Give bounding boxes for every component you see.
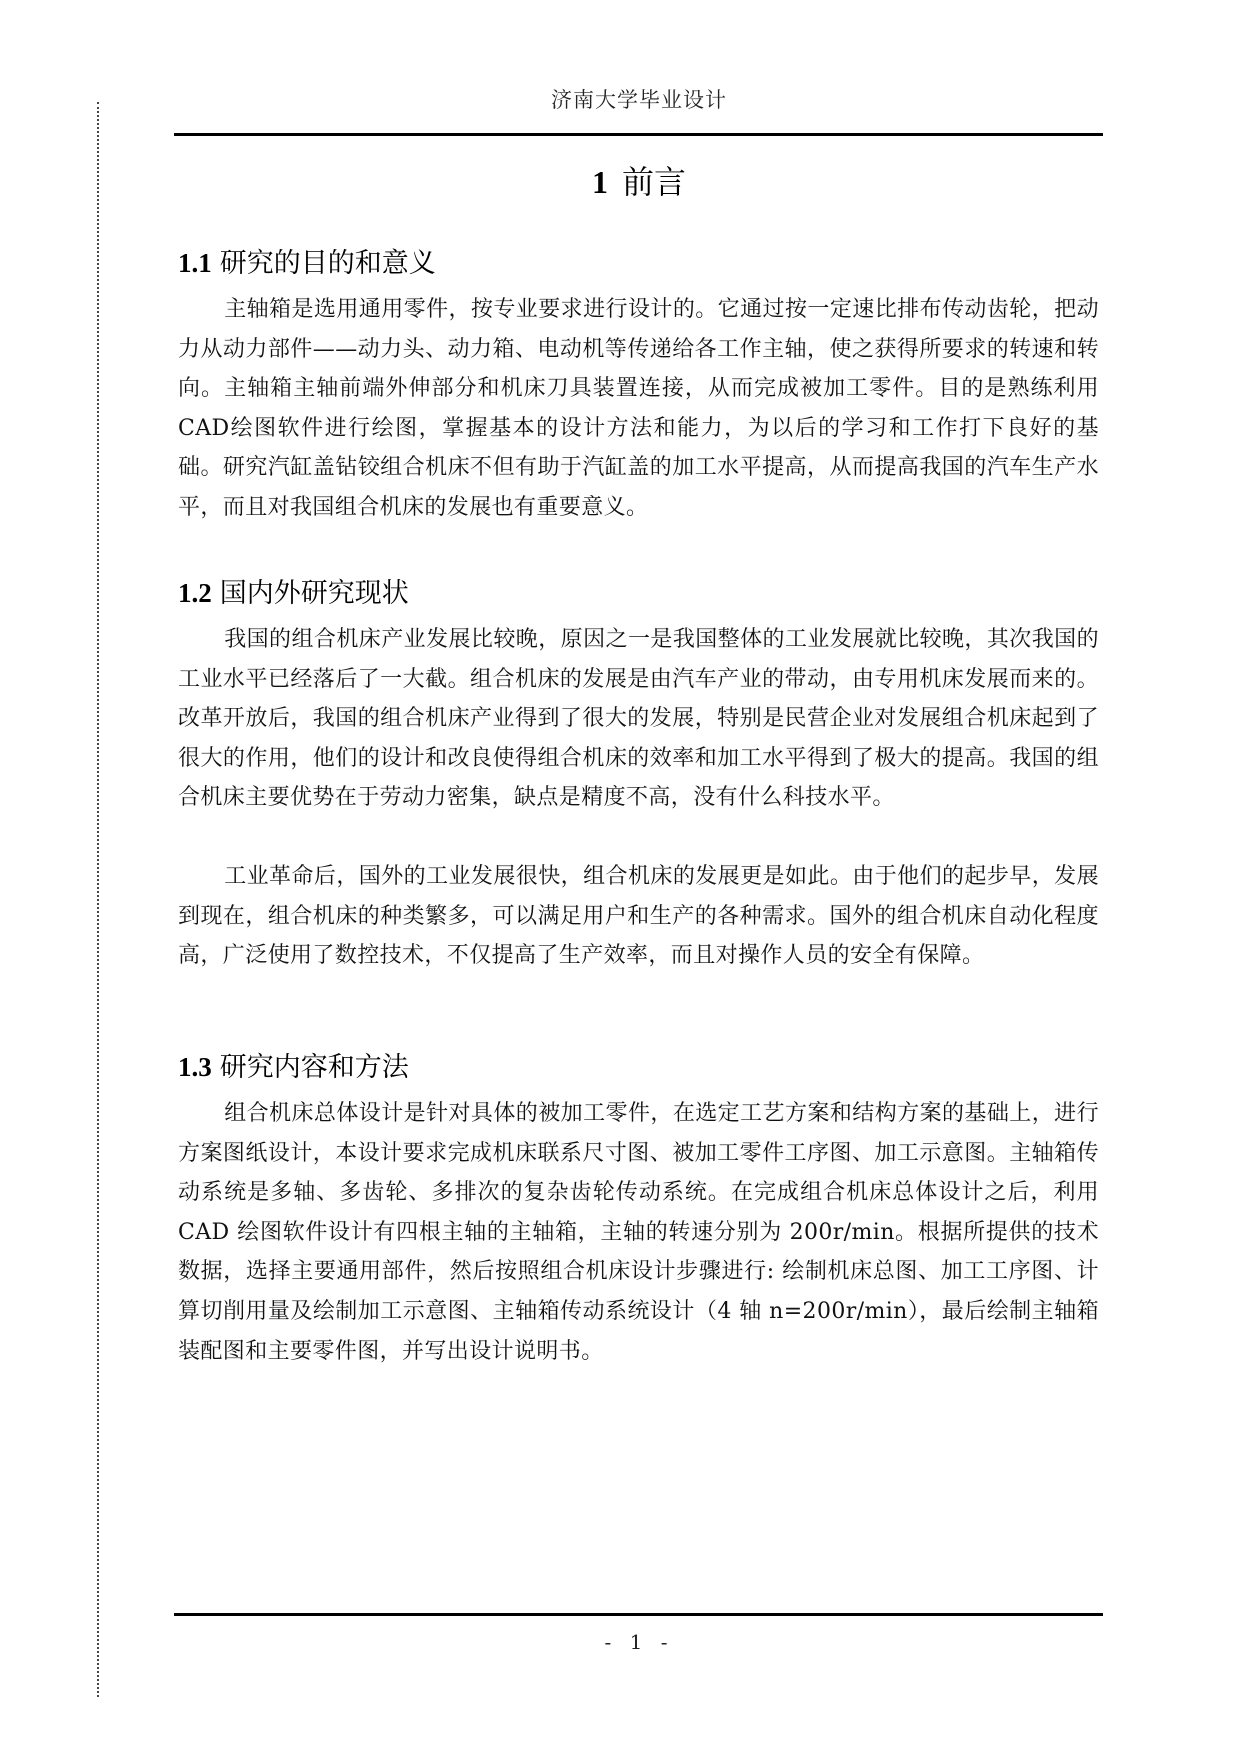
paragraph: 我国的组合机床产业发展比较晚，原因之一是我国整体的工业发展就比较晚，其次我国的工业水平已经落后了一大截。组合机床的发展是由汽车产业的带动，由专用机床发展而来的。改革开放后，我国的组合机床产业得到了很大的发展，特别是民营企业对发展组合机床起到了很大的作用，他们的设计和改良使得组合机床的效率和加工水平得到了极大的提高。我国的组合机床主要优势在于劳动力密集，缺点是精度不高，没有什么科技水平。 (178, 627, 1099, 811)
paragraph: 主轴箱是选用通用零件，按专业要求进行设计的。它通过按一定速比排布传动齿轮，把动力从动力部件——动力头、动力箱、电动机等传递给各工作主轴，使之获得所要求的转速和转向。主轴箱主轴前端外伸部分和机床刀具装置连接，从而完成被加工零件。目的是熟练利用CAD绘图软件进行绘图，掌握基本的设计方法和能力，为以后的学习和工作打下良好的基础。研究汽缸盖钻铰组合机床不但有助于汽缸盖的加工水平提高，从而提高我国的汽车生产水平，而且对我国组合机床的发展也有重要意义。 (178, 297, 1099, 520)
footer-rule (174, 1613, 1103, 1616)
page-number: - 1 - (604, 1630, 674, 1654)
chapter-heading (176, 162, 1102, 202)
section-heading-1-2 (178, 576, 409, 611)
section-heading-1-1 (178, 246, 436, 281)
section-title: 研究内容和方法 (219, 1052, 409, 1083)
page-header-title: 济南大学毕业设计 (551, 88, 727, 112)
section-heading-1-3 (178, 1050, 409, 1085)
section-number: 1.2 (178, 578, 212, 608)
binding-dotted-line (97, 102, 99, 1697)
paragraph: 工业革命后，国外的工业发展很快，组合机床的发展更是如此。由于他们的起步早，发展到现在，组合机床的种类繁多，可以满足用户和生产的各种需求。国外的组合机床自动化程度高，广泛使用了数控技术，不仅提高了生产效率，而且对操作人员的安全有保障。 (178, 864, 1099, 969)
chapter-number: 1 (591, 164, 608, 200)
paragraph: 组合机床总体设计是针对具体的被加工零件，在选定工艺方案和结构方案的基础上，进行方案图纸设计，本设计要求完成机床联系尺寸图、被加工零件工序图、加工示意图。主轴箱传动系统是多轴、多齿轮、多排次的复杂齿轮传动系统。在完成组合机床总体设计之后，利用 CAD 绘图软件设计有四根主轴的主轴箱，主轴的转速分别为 200r/min。根据所提供的技术数据，选择主要通用部件，然后按照组合机床设计步骤进行: 绘制机床总图、加工工序图、计算切削用量及绘制加工示意图、主轴箱传动系统设计（4 轴 n=200r/min），最后绘制主轴箱装配图和主要零件图，并写出设计说明书。 (178, 1101, 1099, 1364)
section-number: 1.1 (178, 248, 212, 278)
chapter-title: 前言 (621, 163, 686, 201)
section-number: 1.3 (178, 1052, 212, 1082)
header-rule (174, 133, 1103, 136)
section-title: 研究的目的和意义 (219, 248, 436, 279)
section-title: 国内外研究现状 (219, 578, 409, 609)
